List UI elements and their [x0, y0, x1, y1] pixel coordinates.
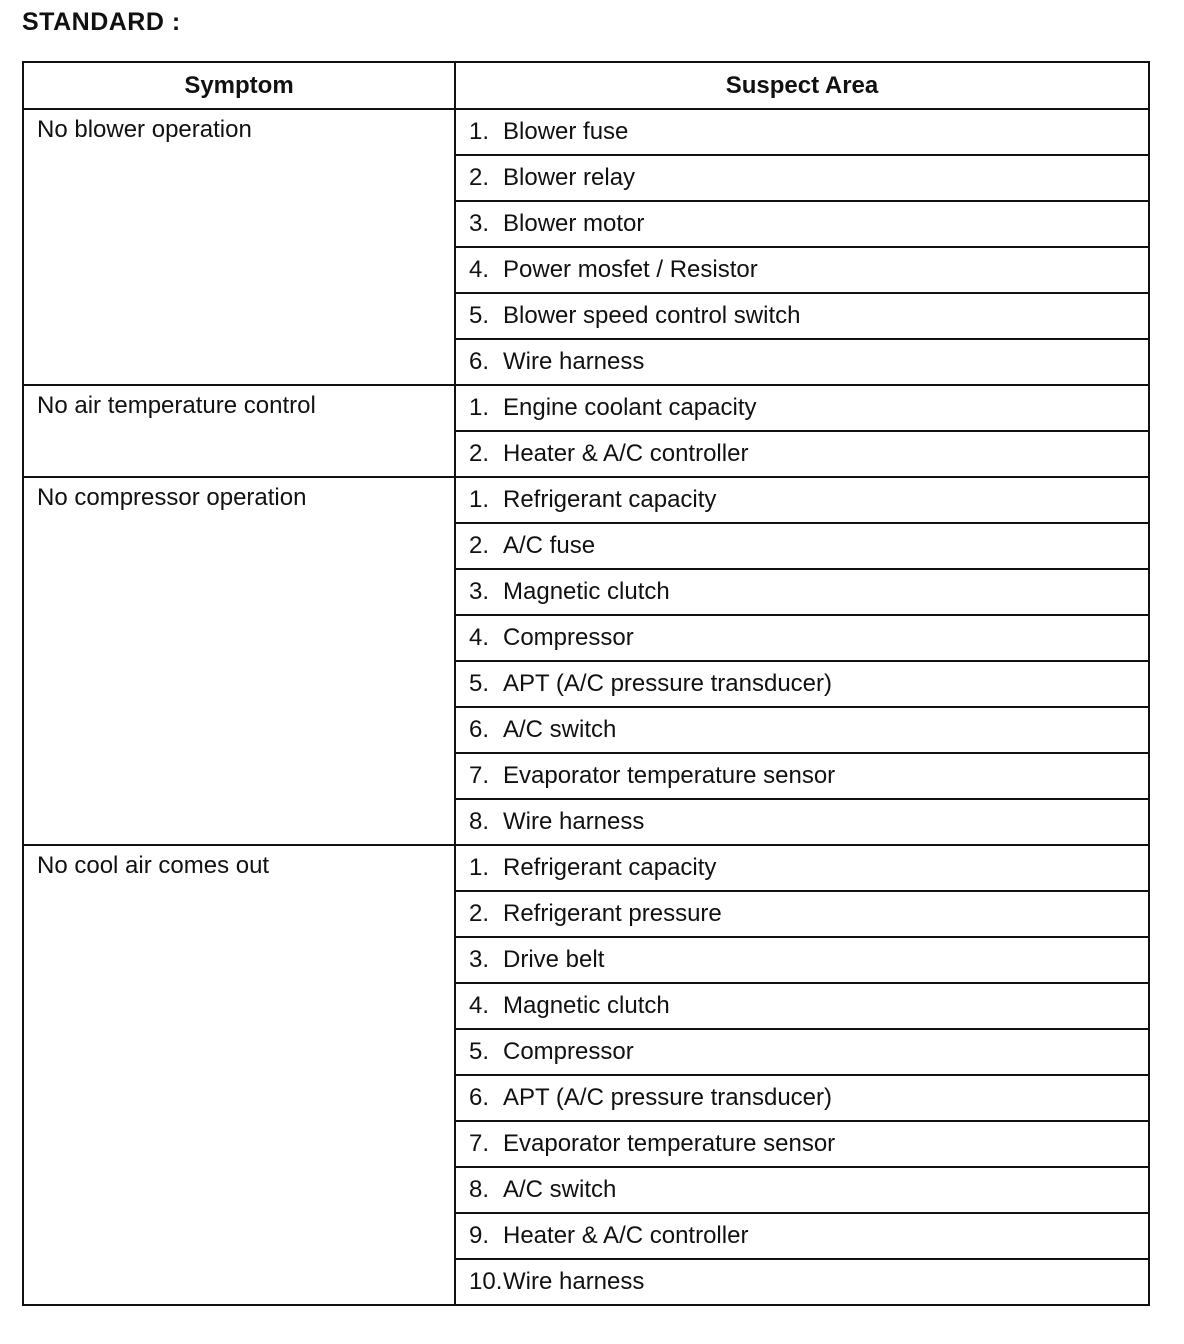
suspect-area-cell — [455, 247, 1149, 293]
item-number: 6. — [469, 1084, 490, 1111]
suspect-area-cell — [455, 385, 1149, 431]
table-body — [23, 109, 1149, 1305]
suspect-area-cell — [455, 753, 1149, 799]
item-text: A/C switch — [503, 1176, 617, 1203]
item-text: Wire harness — [503, 808, 645, 835]
item-number: 9. — [469, 1222, 490, 1249]
item-text: A/C fuse — [503, 532, 596, 559]
suspect-area-cell — [455, 431, 1149, 477]
item-text: Magnetic clutch — [503, 578, 670, 605]
item-text: Refrigerant capacity — [503, 486, 717, 513]
item-text: APT (A/C pressure transducer) — [503, 1084, 833, 1111]
item-number: 3. — [469, 210, 490, 237]
suspect-area-cell — [455, 937, 1149, 983]
item-text: Refrigerant capacity — [503, 854, 717, 881]
item-number: 10. — [469, 1268, 503, 1295]
item-text: Blower motor — [503, 210, 645, 237]
item-number: 7. — [469, 1130, 490, 1157]
symptom-column-header: Symptom — [23, 62, 455, 109]
suspect-area-column-header: Suspect Area — [455, 62, 1149, 109]
item-text: Evaporator temperature sensor — [503, 762, 836, 789]
item-number: 4. — [469, 256, 490, 283]
item-number: 5. — [469, 1038, 490, 1065]
suspect-area-cell — [455, 339, 1149, 385]
suspect-area-cell — [455, 109, 1149, 155]
table-row — [23, 109, 1149, 155]
item-number: 5. — [469, 302, 490, 329]
item-number: 4. — [469, 624, 490, 651]
item-text: Evaporator temperature sensor — [503, 1130, 836, 1157]
item-number: 2. — [469, 164, 490, 191]
suspect-area-cell — [455, 615, 1149, 661]
item-number: 2. — [469, 900, 490, 927]
suspect-area-cell — [455, 1259, 1149, 1305]
item-text: Engine coolant capacity — [503, 394, 757, 421]
symptom-cell: No cool air comes out — [23, 845, 455, 1305]
item-number: 6. — [469, 348, 490, 375]
item-number: 1. — [469, 486, 490, 513]
item-text: Blower speed control switch — [503, 302, 801, 329]
item-number: 8. — [469, 1176, 490, 1203]
suspect-area-cell — [455, 707, 1149, 753]
item-text: Heater & A/C controller — [503, 1222, 749, 1249]
suspect-area-cell — [455, 523, 1149, 569]
suspect-area-cell — [455, 891, 1149, 937]
suspect-area-cell — [455, 201, 1149, 247]
troubleshooting-table — [22, 61, 1150, 1306]
suspect-area-cell — [455, 1213, 1149, 1259]
item-number: 5. — [469, 670, 490, 697]
suspect-area-cell — [455, 1029, 1149, 1075]
item-text: Drive belt — [503, 946, 605, 973]
item-number: 8. — [469, 808, 490, 835]
header-row — [23, 62, 1149, 109]
suspect-area-cell — [455, 155, 1149, 201]
table-row — [23, 477, 1149, 523]
item-text: Wire harness — [503, 1268, 645, 1295]
suspect-area-cell — [455, 799, 1149, 845]
item-number: 7. — [469, 762, 490, 789]
item-text: Blower relay — [503, 164, 636, 191]
item-number: 4. — [469, 992, 490, 1019]
suspect-area-cell — [455, 477, 1149, 523]
suspect-area-cell — [455, 1075, 1149, 1121]
suspect-area-cell — [455, 661, 1149, 707]
suspect-area-cell — [455, 293, 1149, 339]
suspect-area-cell — [455, 845, 1149, 891]
item-number: 2. — [469, 532, 490, 559]
item-text: APT (A/C pressure transducer) — [503, 670, 833, 697]
symptom-cell: No blower operation — [23, 109, 455, 385]
item-text: A/C switch — [503, 716, 617, 743]
item-text: Compressor — [503, 1038, 634, 1065]
item-text: Magnetic clutch — [503, 992, 670, 1019]
table-row — [23, 845, 1149, 891]
item-text: Heater & A/C controller — [503, 440, 749, 467]
item-text: Compressor — [503, 624, 634, 651]
suspect-area-cell — [455, 1167, 1149, 1213]
item-number: 1. — [469, 118, 490, 145]
page-title: STANDARD : — [22, 8, 181, 36]
item-text: Power mosfet / Resistor — [503, 256, 758, 283]
suspect-area-cell — [455, 1121, 1149, 1167]
suspect-area-cell — [455, 569, 1149, 615]
symptom-cell: No air temperature control — [23, 385, 455, 477]
item-number: 3. — [469, 578, 490, 605]
item-number: 6. — [469, 716, 490, 743]
item-number: 2. — [469, 440, 490, 467]
item-number: 1. — [469, 854, 490, 881]
item-text: Wire harness — [503, 348, 645, 375]
suspect-area-cell — [455, 983, 1149, 1029]
item-number: 3. — [469, 946, 490, 973]
table-row — [23, 385, 1149, 431]
item-number: 1. — [469, 394, 490, 421]
item-text: Blower fuse — [503, 118, 629, 145]
item-text: Refrigerant pressure — [503, 900, 722, 927]
symptom-cell: No compressor operation — [23, 477, 455, 845]
